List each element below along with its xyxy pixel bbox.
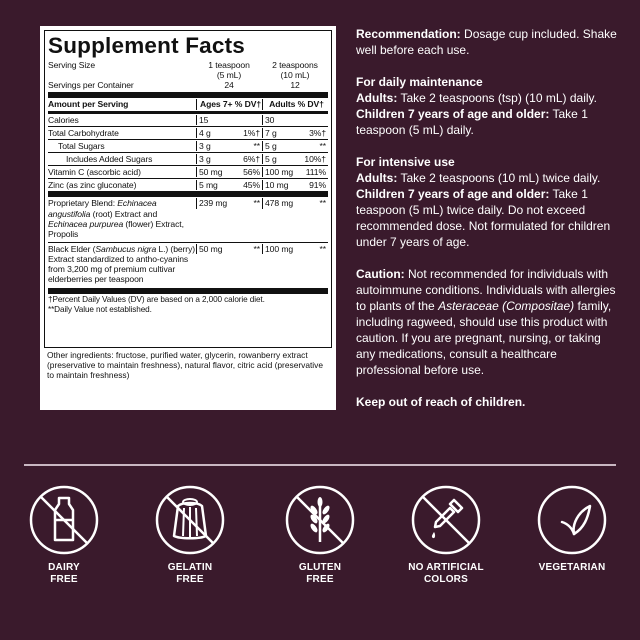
badge-gelatin-free [140, 484, 240, 586]
serving-a-ml: (5 mL) [216, 70, 242, 81]
intense-adults: Adults: Take 2 teaspoons (10 mL) twice daily. [356, 171, 601, 185]
nutrient-row [48, 166, 328, 178]
col-b-header: Adults % DV† [262, 99, 328, 109]
dropper-crossed-icon [410, 484, 482, 556]
other-ingredients: Other ingredients: fructose, purified water, glycerin, rowanberry extract (preservative to maintain freshness), natural flavor, citric acid (preservative to maintain freshness) [47, 350, 324, 380]
nutrient-a-amount: 5 mg [199, 180, 218, 191]
elder-row [48, 243, 328, 288]
nutrient-row [48, 153, 328, 165]
nutrient-a-amount: 3 g [199, 140, 211, 151]
nutrient-a-dv [233, 115, 262, 125]
nutrient-b-dv [299, 115, 328, 125]
amount-header: Amount per Serving [48, 99, 129, 110]
badge-no-artificial-colors [396, 484, 496, 586]
nutrient-a-dv: 45% [243, 180, 260, 191]
badge-gluten-free [270, 484, 370, 586]
intense-children: Children 7 years of age and older: Take 1 teaspoon (5 mL) twice daily. Do not exceed recommended dose. Not formulated for children under 7 years of age. [356, 187, 611, 249]
usage-info [356, 26, 618, 426]
serving-b-ml: (10 mL) [280, 70, 310, 81]
nutrient-row [48, 127, 328, 139]
milk-bottle-crossed-icon [28, 484, 100, 556]
nutrient-b-amount: 5 g [265, 153, 277, 164]
badge-label: NO ARTIFICIAL COLORS [408, 562, 484, 585]
serving-size-label: Serving Size [48, 60, 96, 70]
badge-row [0, 484, 640, 624]
blend-b-amount: 478 mg [265, 198, 294, 209]
wheat-crossed-icon [284, 484, 356, 556]
elder-b-amount: 100 mg [265, 243, 294, 254]
blend-a-amount: 239 mg [199, 198, 228, 209]
col-a-header: Ages 7+ % DV† [196, 99, 262, 109]
elder-b-dv: ** [319, 243, 326, 254]
servings-b: 12 [290, 80, 300, 91]
badge-label: DAIRY FREE [48, 562, 80, 585]
section-divider [24, 464, 616, 466]
nutrient-a-dv: 56% [243, 167, 260, 178]
nutrient-a-amount: 50 mg [199, 167, 223, 178]
keep-out-warning: Keep out of reach of children. [356, 395, 526, 409]
blend-label: Proprietary Blend: Echinacea angustifolia (root) Extract and Echinacea purpurea (flower) Extract, Propolis [48, 198, 184, 239]
elder-a-dv: ** [253, 243, 260, 254]
servings-a: 24 [224, 80, 234, 91]
servings-row [48, 70, 328, 92]
serving-b: 2 teaspoons [272, 60, 318, 70]
nutrient-b-dv: ** [319, 140, 326, 151]
nutrient-a-amount: 3 g [199, 153, 211, 164]
nutrient-a-dv: ** [253, 140, 260, 151]
facts-title: Supplement Facts [48, 33, 245, 58]
serving-a: 1 teaspoon [208, 60, 250, 70]
nutrient-a-amount: 4 g [199, 127, 211, 138]
nutrient-label: Includes Added Sugars [66, 153, 153, 164]
daily-adults: Adults: Take 2 teaspoons (tsp) (10 mL) daily. [356, 91, 597, 105]
footnote-dv: †Percent Daily Values (DV) are based on a 2,000 calorie diet. [48, 294, 265, 304]
nutrient-a-amount: 15 [199, 114, 209, 125]
nutrient-b-amount: 7 g [265, 127, 277, 138]
nutrient-row [48, 179, 328, 191]
elder-label: Black Elder (Sambucus nigra L.) (berry) Extract standardized to antho-cyanins from 3,200 mg of premium cultivar elderberries per teaspoon [48, 243, 196, 285]
nutrient-row [48, 114, 328, 126]
nutrient-b-amount: 5 g [265, 140, 277, 151]
recommendation: Recommendation: Dosage cup included. Shake well before each use. [356, 27, 617, 57]
badge-label: GLUTEN FREE [298, 562, 342, 585]
nutrient-b-dv: 3%† [309, 127, 326, 138]
nutrient-row [48, 140, 328, 152]
nutrient-b-amount: 30 [265, 114, 275, 125]
leaf-icon [536, 484, 608, 556]
nutrient-b-dv: 91% [309, 180, 326, 191]
nutrient-label: Vitamin C (ascorbic acid) [48, 167, 141, 178]
nutrient-label: Zinc (as zinc gluconate) [48, 180, 137, 191]
gelatin-mold-crossed-icon [154, 484, 226, 556]
nutrient-b-amount: 10 mg [265, 180, 289, 191]
badge-dairy-free [14, 484, 114, 586]
nutrient-a-dv: 1%† [243, 127, 260, 138]
nutrient-label: Calories [48, 114, 79, 125]
footnote-dv-not-established: **Daily Value not established. [48, 305, 152, 315]
blend-a-dv: ** [253, 198, 260, 209]
blend-b-dv: ** [319, 198, 326, 209]
daily-children: Children 7 years of age and older: Take 1 teaspoon (5 mL) daily. [356, 107, 588, 137]
nutrient-b-dv: 111% [305, 167, 326, 178]
nutrient-b-dv: 10%† [304, 153, 326, 164]
badge-label: VEGETARIAN [538, 562, 606, 573]
nutrient-label: Total Carbohydrate [48, 127, 119, 138]
nutrient-a-dv: 6%† [243, 153, 260, 164]
servings-label: Servings per Container [48, 80, 134, 91]
nutrient-label: Total Sugars [58, 140, 105, 151]
badge-label: GELATIN FREE [167, 562, 213, 585]
intense-heading: For intensive use [356, 155, 455, 169]
amount-header-row [48, 98, 328, 110]
daily-heading: For daily maintenance [356, 75, 483, 89]
blend-row [48, 197, 328, 242]
caution: Caution: Not recommended for individuals with autoimmune conditions. Individuals with allergies to plants of the Asteraceae (Compositae) family, including ragweed, should use this product with caution. If you are pregnant, nursing, or taking any medications, consult a healthcare professional before use. [356, 267, 616, 377]
nutrient-b-amount: 100 mg [265, 167, 294, 178]
badge-vegetarian [522, 484, 622, 574]
elder-a-amount: 50 mg [199, 243, 223, 254]
supplement-facts-table [44, 30, 332, 348]
nutrient-rows [48, 114, 328, 192]
supplement-facts-panel [40, 26, 336, 410]
